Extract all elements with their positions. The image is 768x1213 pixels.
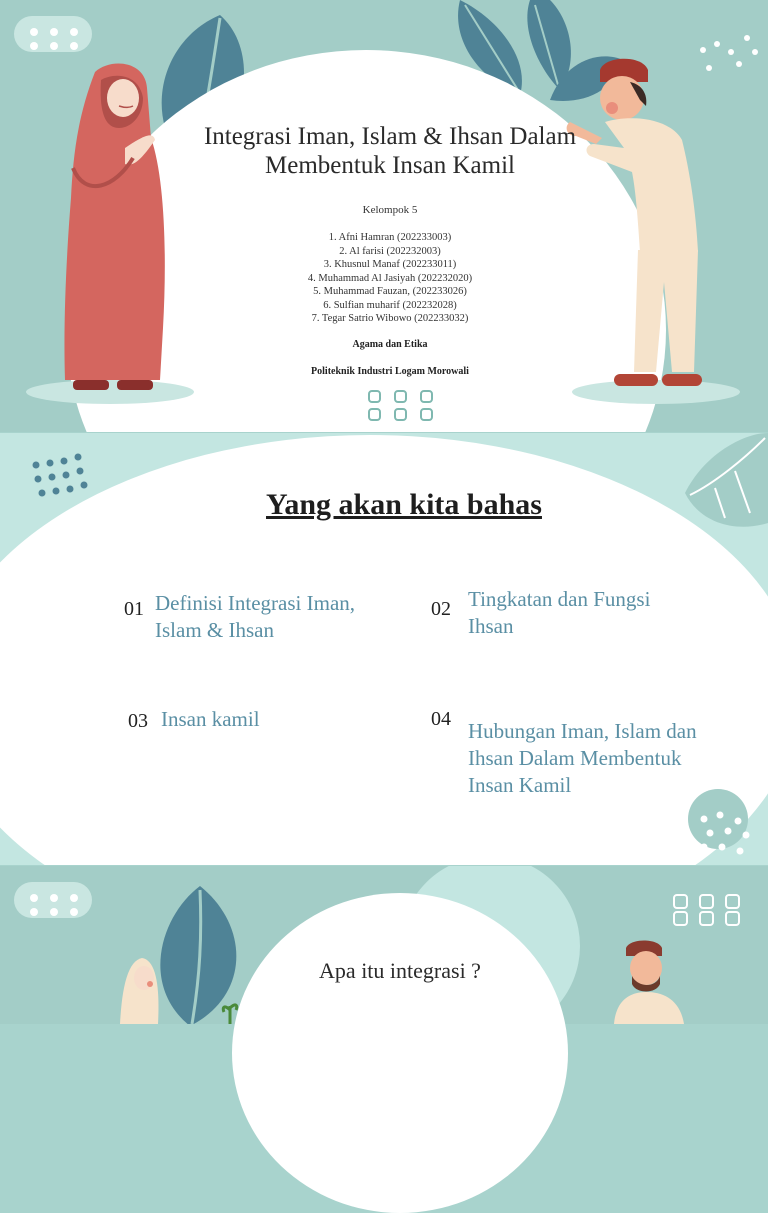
list-item: 2. Al farisi (202232003) bbox=[339, 245, 441, 257]
dot-pattern-icon bbox=[24, 890, 94, 920]
content-backdrop bbox=[232, 893, 568, 1213]
list-item: 4. Muhammad Al Jasiyah (202232020) bbox=[307, 272, 473, 284]
man-praying-illustration bbox=[560, 52, 710, 394]
section-heading: Yang akan kita bahas bbox=[266, 488, 542, 521]
topic-label: Hubungan Iman, Islam dan Ihsan Dalam Membentuk Insan Kamil bbox=[468, 719, 697, 797]
rounded-squares-icon bbox=[672, 892, 744, 928]
presentation-title: Integrasi Iman, Islam & Ihsan Dalam Membentuk Insan Kamil bbox=[203, 123, 577, 179]
topic-number: 01 bbox=[124, 598, 144, 620]
dot-pattern-icon bbox=[30, 451, 100, 501]
man-illustration bbox=[600, 938, 700, 1024]
woman-illustration bbox=[110, 956, 170, 1024]
list-item: 7. Tegar Satrio Wibowo (202233032) bbox=[311, 313, 469, 324]
slide-title bbox=[0, 0, 768, 432]
list-item: 6. Sulfian muharif (202232028) bbox=[323, 299, 457, 311]
slide-title-text: Apa itu integrasi ? bbox=[319, 958, 481, 983]
woman-praying-illustration bbox=[55, 58, 175, 394]
course-name: Agama dan Etika bbox=[352, 339, 428, 350]
list-item: 5. Muhammad Fauzan, (202233026) bbox=[313, 286, 467, 297]
rounded-squares-icon bbox=[367, 388, 437, 424]
topic-number: 04 bbox=[431, 708, 451, 730]
list-item: 3. Khusnul Manaf (202233011) bbox=[323, 259, 457, 270]
topic-label: Insan kamil bbox=[161, 707, 260, 731]
dot-pattern-icon bbox=[698, 809, 756, 859]
topic-number: 02 bbox=[431, 598, 451, 620]
list-item: 1. Afni Hamran (202233003) bbox=[328, 232, 452, 243]
topic-number: 03 bbox=[128, 710, 148, 732]
group-label: Kelompok 5 bbox=[362, 204, 418, 216]
dot-pattern-icon bbox=[24, 24, 94, 54]
institution-name: Politeknik Industri Logam Morowali bbox=[311, 366, 469, 377]
topic-label: Tingkatan dan Fungsi Ihsan bbox=[468, 587, 651, 638]
topic-label: Definisi Integrasi Iman, Islam & Ihsan bbox=[155, 591, 356, 642]
member-list bbox=[260, 231, 520, 326]
